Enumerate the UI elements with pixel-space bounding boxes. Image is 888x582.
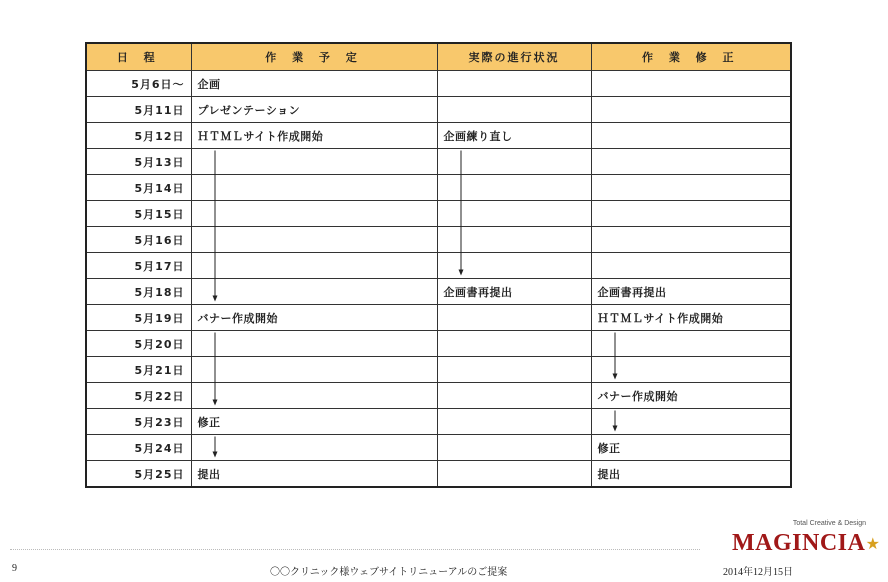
cell-actual: [437, 71, 591, 97]
footer-divider: [10, 549, 700, 550]
cell-date: 5月25日: [86, 461, 191, 488]
cell-actual: [437, 253, 591, 279]
table-row: [86, 383, 791, 409]
cell-fix: [591, 357, 791, 383]
table-row: [86, 123, 791, 149]
cell-actual: [437, 305, 591, 331]
table-row: [86, 97, 791, 123]
table-row: [86, 461, 791, 488]
cell-fix: [591, 71, 791, 97]
cell-actual: [437, 227, 591, 253]
cell-fix: 企画書再提出: [591, 279, 791, 305]
cell-actual: [437, 175, 591, 201]
cell-actual: [437, 461, 591, 488]
cell-plan: [191, 149, 437, 175]
cell-plan: バナー作成開始: [191, 305, 437, 331]
cell-actual: [437, 409, 591, 435]
cell-fix: 修正: [591, 435, 791, 461]
cell-fix: [591, 331, 791, 357]
cell-plan: プレゼンテーション: [191, 97, 437, 123]
cell-fix: [591, 97, 791, 123]
cell-plan: 提出: [191, 461, 437, 488]
cell-plan: 企画: [191, 71, 437, 97]
cell-plan: [191, 331, 437, 357]
cell-date: 5月12日: [86, 123, 191, 149]
footer-date: 2014年12月15日: [723, 567, 793, 578]
cell-date: 5月14日: [86, 175, 191, 201]
brand-name: MAGINCIA: [732, 530, 866, 556]
cell-date: 5月17日: [86, 253, 191, 279]
table-row: [86, 253, 791, 279]
cell-date: 5月19日: [86, 305, 191, 331]
header-row: [86, 43, 791, 71]
cell-date: 5月21日: [86, 357, 191, 383]
table-row: [86, 71, 791, 97]
table-row: [86, 435, 791, 461]
cell-plan: [191, 175, 437, 201]
cell-actual: [437, 201, 591, 227]
cell-date: 5月22日: [86, 383, 191, 409]
brand-tagline: Total Creative & Design: [792, 520, 866, 527]
table-row: [86, 331, 791, 357]
cell-plan: ＨＴＭＬサイト作成開始: [191, 123, 437, 149]
table-row: [86, 409, 791, 435]
cell-fix: バナー作成開始: [591, 383, 791, 409]
cell-actual: 企画練り直し: [437, 123, 591, 149]
footer-title: 〇〇クリニック様ウェブサイトリニューアルのご提案: [270, 567, 508, 578]
table-row: [86, 149, 791, 175]
cell-date: 5月18日: [86, 279, 191, 305]
cell-actual: [437, 435, 591, 461]
cell-fix: [591, 201, 791, 227]
cell-plan: [191, 357, 437, 383]
cell-fix: ＨＴＭＬサイト作成開始: [591, 305, 791, 331]
page-number: 9: [12, 563, 17, 574]
cell-date: 5月24日: [86, 435, 191, 461]
cell-plan: [191, 279, 437, 305]
cell-date: 5月15日: [86, 201, 191, 227]
table-row: [86, 279, 791, 305]
cell-date: 5月23日: [86, 409, 191, 435]
cell-fix: [591, 409, 791, 435]
cell-date: 5月20日: [86, 331, 191, 357]
cell-plan: [191, 435, 437, 461]
cell-fix: [591, 175, 791, 201]
cell-fix: 提出: [591, 461, 791, 488]
cell-plan: [191, 383, 437, 409]
cell-fix: [591, 123, 791, 149]
header-plan: 作 業 予 定: [191, 43, 437, 71]
cell-actual: [437, 383, 591, 409]
header-fix: 作 業 修 正: [591, 43, 791, 71]
cell-fix: [591, 227, 791, 253]
schedule-table: [85, 42, 792, 488]
cell-plan: 修正: [191, 409, 437, 435]
cell-date: 5月11日: [86, 97, 191, 123]
cell-plan: [191, 201, 437, 227]
star-icon: ★: [865, 534, 880, 553]
header-date: 日 程: [86, 43, 191, 71]
header-actual-progress: 実際の進行状況: [437, 43, 591, 71]
brand-logo: [730, 516, 880, 561]
cell-plan: [191, 253, 437, 279]
table-row: [86, 227, 791, 253]
cell-actual: 企画書再提出: [437, 279, 591, 305]
cell-date: 5月13日: [86, 149, 191, 175]
cell-fix: [591, 149, 791, 175]
cell-plan: [191, 227, 437, 253]
table-row: [86, 201, 791, 227]
cell-actual: [437, 97, 591, 123]
cell-date: 5月16日: [86, 227, 191, 253]
cell-date: 5月6日～: [86, 71, 191, 97]
cell-actual: [437, 149, 591, 175]
table-row: [86, 305, 791, 331]
cell-fix: [591, 253, 791, 279]
table-row: [86, 175, 791, 201]
cell-actual: [437, 357, 591, 383]
cell-actual: [437, 331, 591, 357]
table-row: [86, 357, 791, 383]
